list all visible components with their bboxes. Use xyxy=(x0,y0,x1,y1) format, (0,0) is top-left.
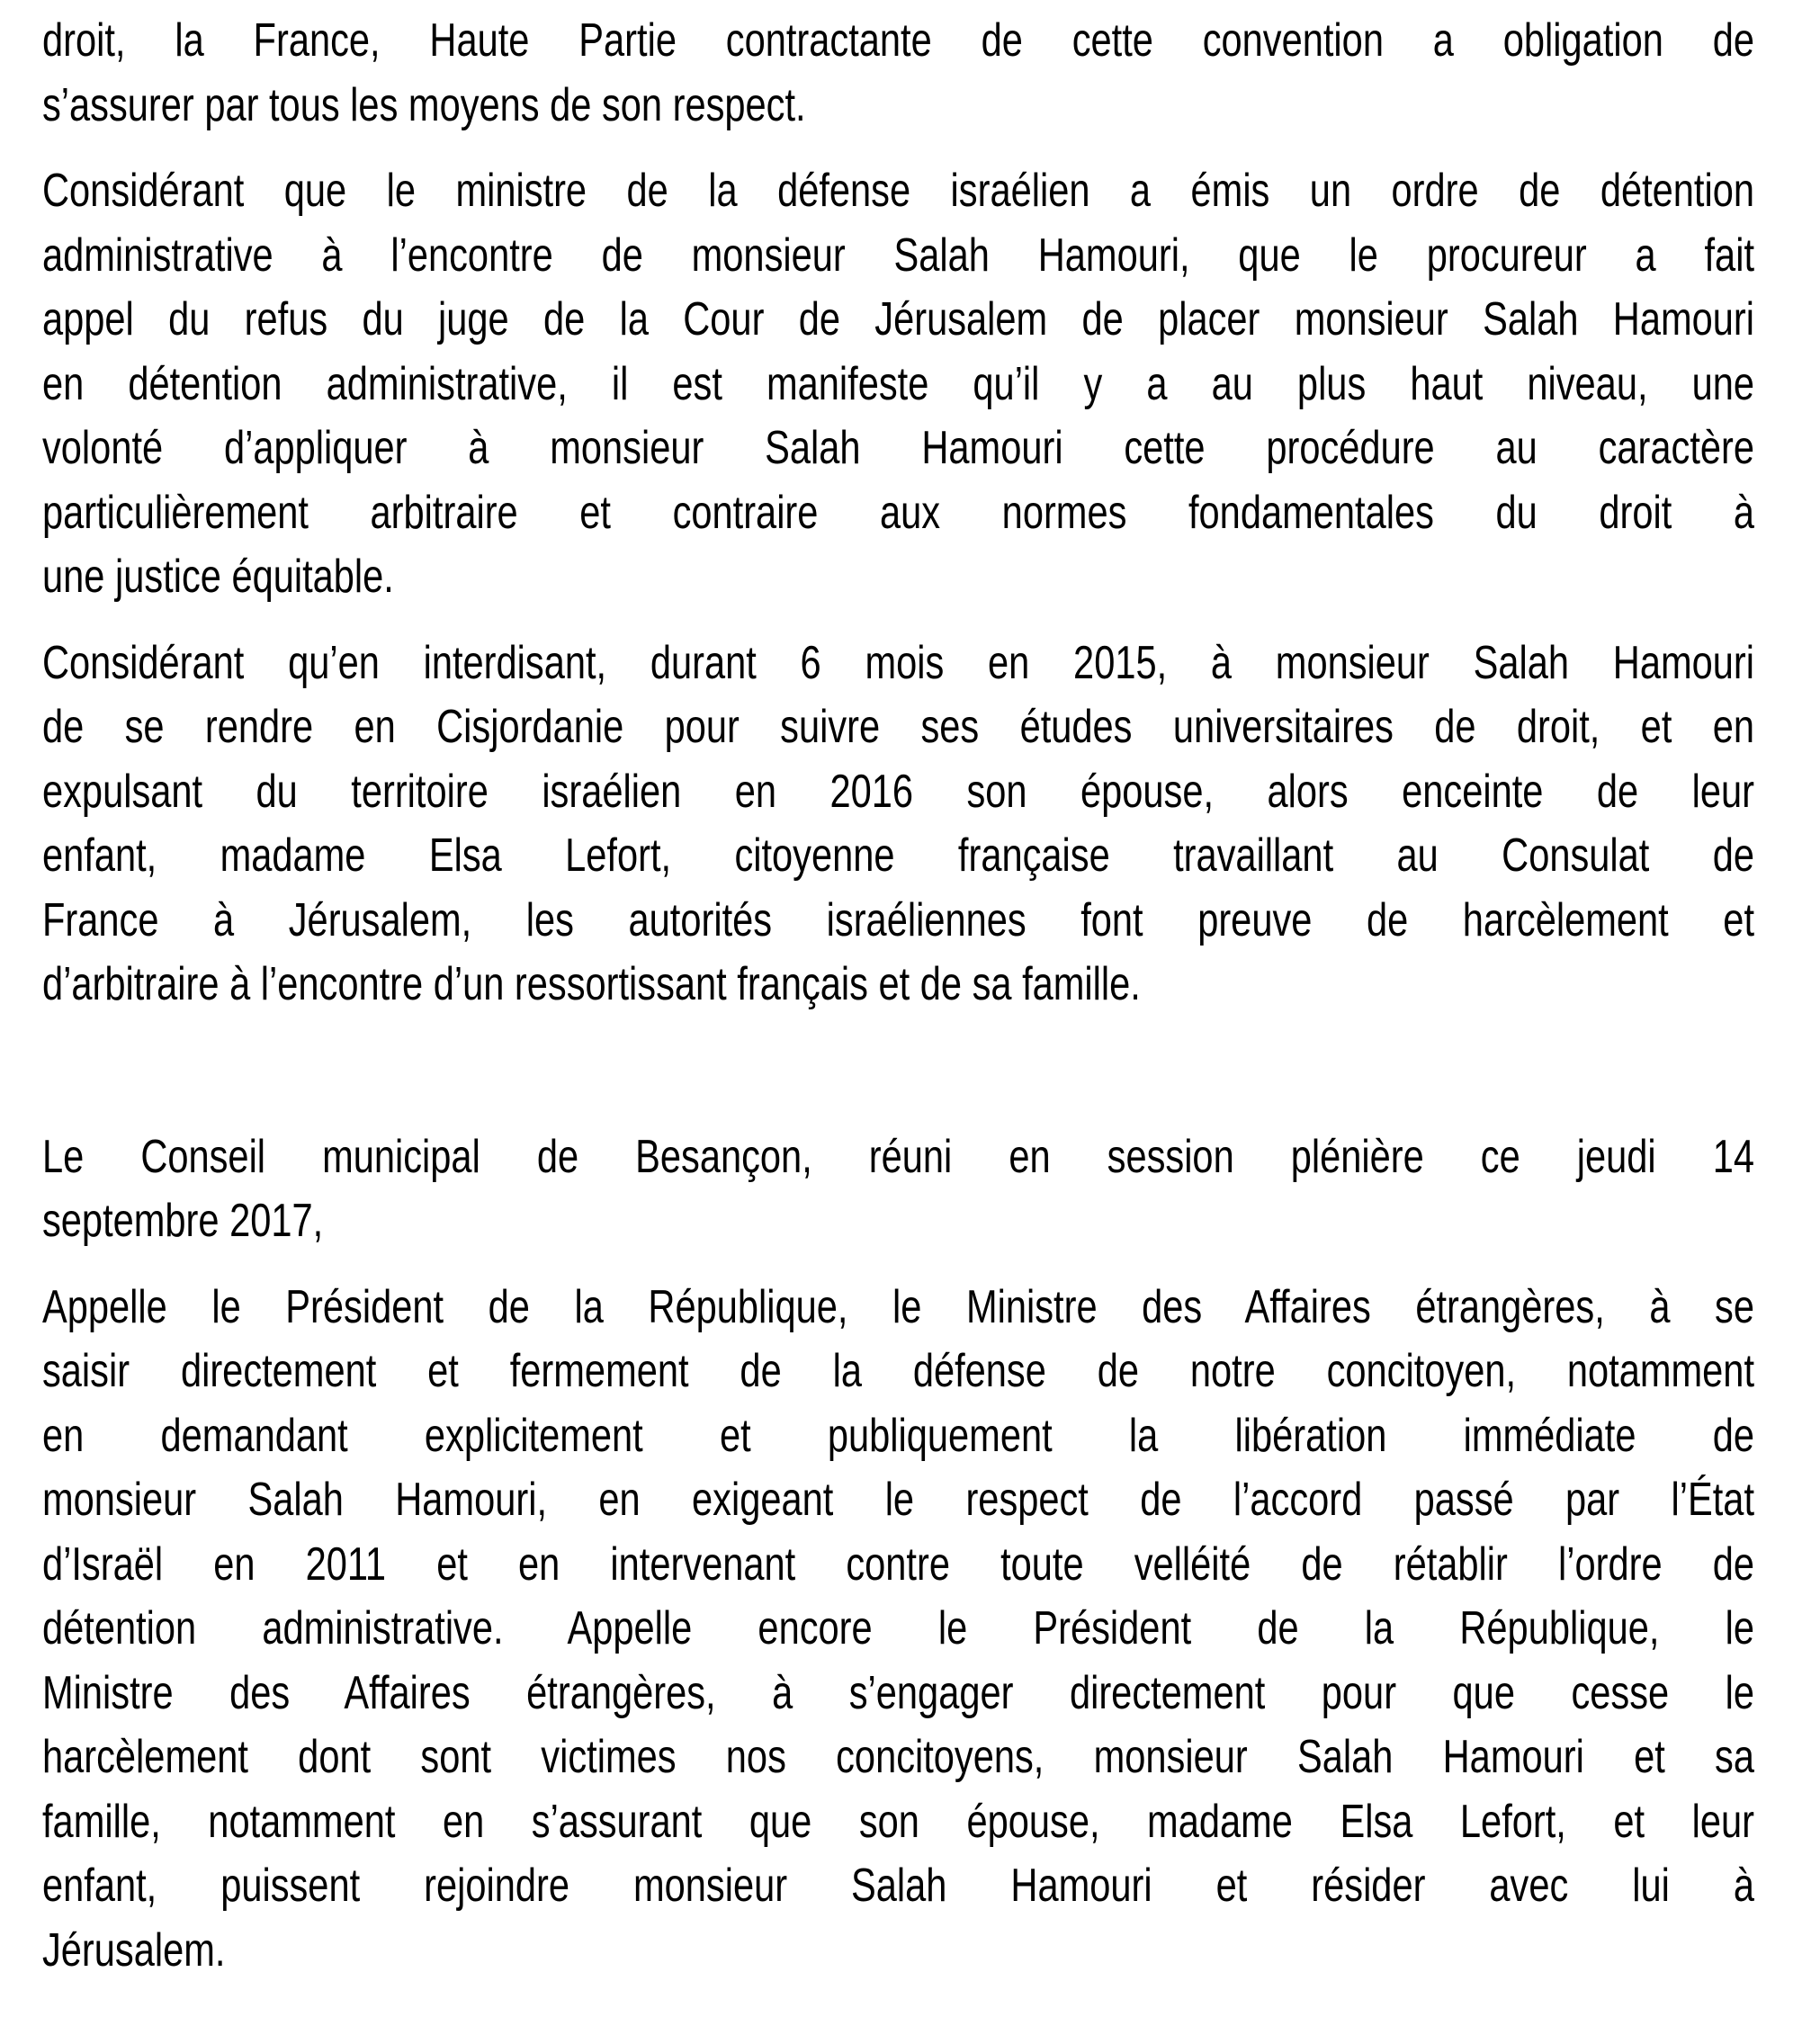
paragraph-obligation xyxy=(42,9,1754,138)
text-line: famille, notamment en s’assurant que son épouse, madame Elsa Lefort, et leur xyxy=(42,1795,1754,1848)
text-line: Jérusalem. xyxy=(42,1923,226,1977)
text-line: en demandant explicitement et publiquement la libération immédiate de xyxy=(42,1409,1754,1462)
text-line: d’Israël en 2011 et en intervenant contre toute velléité de rétablir l’ordre de xyxy=(42,1537,1754,1591)
text-line: particulièrement arbitraire et contraire aux normes fondamentales du droit à xyxy=(42,486,1754,539)
paragraph-detention-order xyxy=(42,159,1754,610)
text-line: enfant, puissent rejoindre monsieur Salah Hamouri et résider avec lui à xyxy=(42,1860,1754,1912)
paragraph-harassment xyxy=(42,632,1754,1017)
text-line: volonté d’appliquer à monsieur Salah Hamouri cette procédure au caractère xyxy=(42,422,1754,474)
text-line: droit, la France, Haute Partie contractante de cette convention a obligation de xyxy=(42,14,1754,67)
text-line: septembre 2017, xyxy=(42,1195,324,1247)
text-line: Considérant que le ministre de la défense israélien a émis un ordre de détention xyxy=(42,165,1754,217)
text-line: de se rendre en Cisjordanie pour suivre ses études universitaires de droit, et en xyxy=(42,701,1754,753)
text-line: harcèlement dont sont victimes nos concitoyens, monsieur Salah Hamouri et sa xyxy=(42,1731,1754,1783)
text-line: enfant, madame Elsa Lefort, citoyenne française travaillant au Consulat de xyxy=(42,829,1754,882)
text-line: Ministre des Affaires étrangères, à s’engager directement pour que cesse le xyxy=(42,1666,1754,1719)
text-line: Le Conseil municipal de Besançon, réuni en session plénière ce jeudi 14 xyxy=(42,1130,1754,1183)
text-line: une justice équitable. xyxy=(42,551,394,603)
text-line: administrative à l’encontre de monsieur Salah Hamouri, que le procureur a fait xyxy=(42,229,1754,282)
paragraph-council-session xyxy=(42,1125,1754,1254)
text-line: s’assurer par tous les moyens de son respect. xyxy=(42,78,806,131)
text-line: monsieur Salah Hamouri, en exigeant le respect de l’accord passé par l’État xyxy=(42,1474,1754,1526)
text-line: appel du refus du juge de la Cour de Jérusalem de placer monsieur Salah Hamouri xyxy=(42,293,1754,345)
text-line: saisir directement et fermement de la défense de notre concitoyen, notamment xyxy=(42,1345,1754,1397)
text-line: détention administrative. Appelle encore le Président de la République, le xyxy=(42,1602,1754,1654)
text-line: France à Jérusalem, les autorités israéliennes font preuve de harcèlement et xyxy=(42,893,1754,946)
text-line: d’arbitraire à l’encontre d’un ressortissant français et de sa famille. xyxy=(42,958,1141,1010)
text-line: Appelle le Président de la République, le Ministre des Affaires étrangères, à se xyxy=(42,1280,1754,1333)
text-line: en détention administrative, il est manifeste qu’il y a au plus haut niveau, une xyxy=(42,357,1754,410)
document-page xyxy=(42,9,1754,2004)
text-line: expulsant du territoire israélien en 2016 son épouse, alors enceinte de leur xyxy=(42,765,1754,818)
text-line: Considérant qu’en interdisant, durant 6 mois en 2015, à monsieur Salah Hamouri xyxy=(42,636,1754,689)
paragraph-appeal xyxy=(42,1276,1754,1984)
